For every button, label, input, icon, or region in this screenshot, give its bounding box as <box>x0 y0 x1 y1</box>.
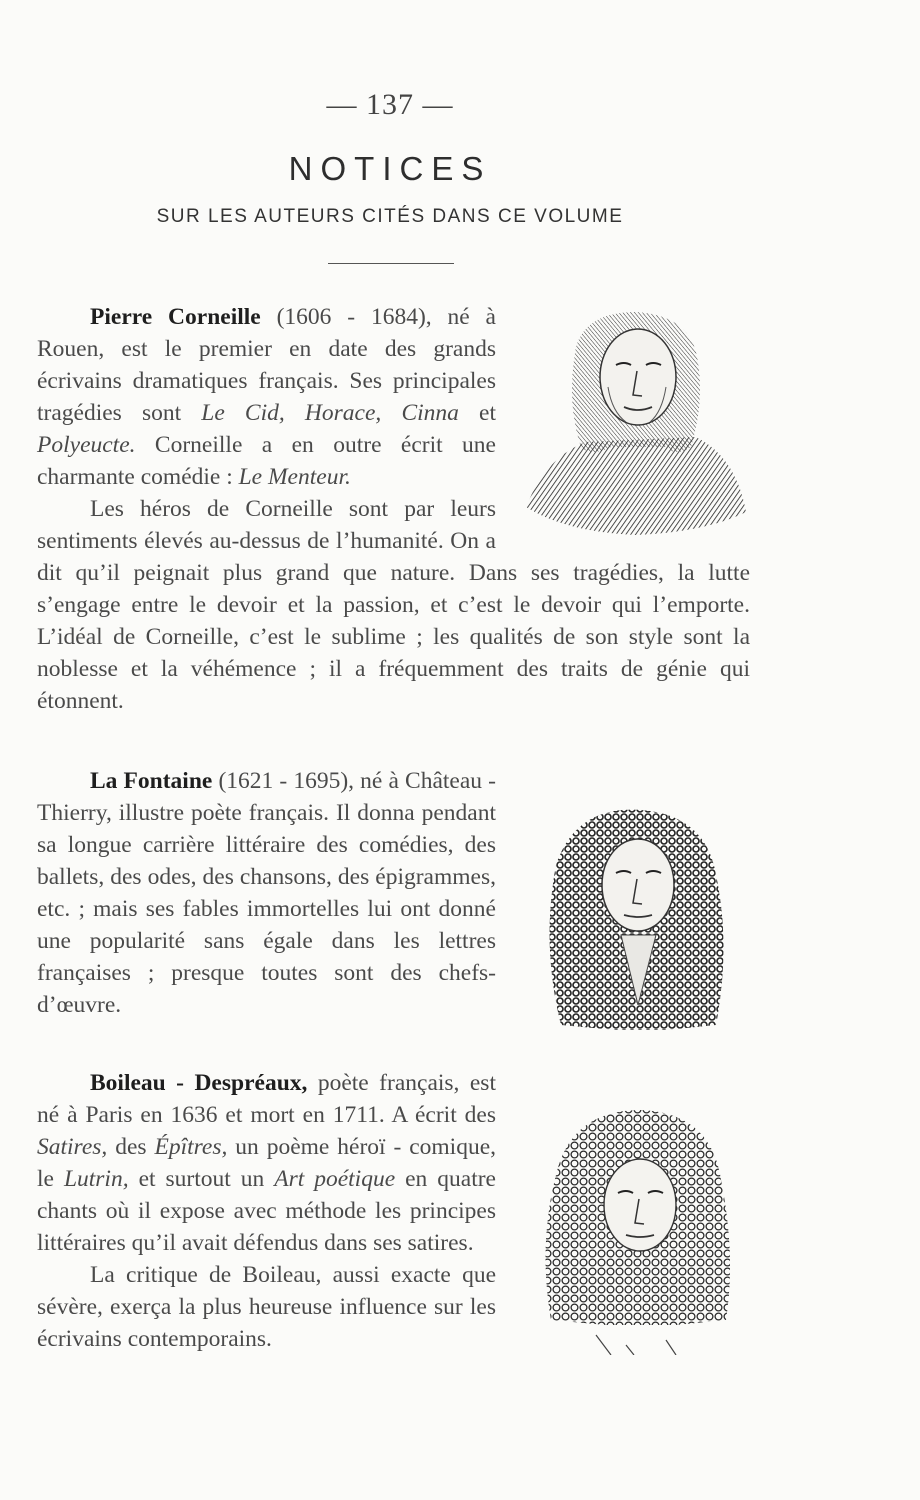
work-satires: Satires, <box>37 1134 108 1160</box>
author-name-boileau: Boileau - Despréaux, <box>90 1070 308 1096</box>
notice-boileau <box>37 1067 750 1355</box>
la-fontaine-intro: né à Château - Thierry, illustre poète français. Il donna pendant sa longue carrière littéraire des comédies, des ballets, des odes, des chansons, des épigrammes, etc. ; mais ses fables immortelles lui ont donné une popularité sans égale dans les lettres françaises ; presque toutes sont des chefs-d’œuvre. <box>37 768 496 1018</box>
work-lutrin: Lutrin, <box>63 1166 129 1192</box>
notice-la-fontaine <box>37 765 750 1035</box>
boileau-after: en quatre chants où il expose avec méthode les principes littéraires qu’il avait défendus dans ses satires. <box>37 1166 496 1256</box>
boileau-paragraph-2: La critique de Boileau, aussi exacte que sévère, exerça la plus heureuse influence sur les écrivains contemporains. <box>37 1262 496 1352</box>
dates-la-fontaine: (1621 - 1695), <box>218 768 355 794</box>
boileau-intro: poète français, est né à Paris en 1636 et mort en 1711. A écrit des <box>37 1070 496 1128</box>
separator <box>381 400 401 426</box>
author-name-la-fontaine: La Fontaine <box>90 768 213 794</box>
title-divider <box>328 263 454 264</box>
boileau-mid: un poème héroï - comique, le <box>37 1134 497 1192</box>
corneille-after: Corneille a en outre écrit une charmante comédie : <box>37 432 496 490</box>
corneille-portrait <box>516 307 756 537</box>
work-le-cid: Le Cid, <box>201 400 285 426</box>
separator <box>285 400 305 426</box>
work-epitres: Épîtres, <box>154 1134 228 1160</box>
separator: des <box>107 1134 155 1160</box>
page-number: — 137 — <box>326 88 454 121</box>
dates-corneille: (1606 - 1684), <box>276 304 432 330</box>
boileau-portrait <box>516 1105 756 1355</box>
work-cinna: Cinna <box>401 400 459 426</box>
work-le-menteur: Le Menteur. <box>238 464 351 490</box>
separator: et surtout un <box>128 1166 275 1192</box>
la-fontaine-portrait <box>516 805 756 1035</box>
page-subtitle: SUR LES AUTEURS CITÉS DANS CE VOLUME <box>156 206 624 227</box>
author-name-corneille: Pierre Corneille <box>90 304 261 330</box>
notice-corneille <box>37 301 750 717</box>
page-title: NOTICES <box>288 150 492 187</box>
work-polyeucte: Polyeucte. <box>37 432 136 458</box>
work-horace: Horace, <box>304 400 382 426</box>
corneille-intro: né à Rouen, est le premier en date des grands écrivains dramatiques français. Ses principales tragédies sont <box>37 304 496 426</box>
work-art-poetique: Art poétique <box>274 1166 396 1192</box>
separator: et <box>458 400 497 426</box>
corneille-paragraph-2: Les héros de Corneille sont par leurs sentiments élevés au-dessus de l’humanité. On a dit qu’il peignait plus grand que nature. Dans ses tragédies, la lutte s’engage entre le devoir et la passion, et c’est le devoir qui l’emporte. L’idéal de Corneille, c’est le sublime ; les qualités de son style sont la noblesse et la véhémence ; il a fréquemment des traits de génie qui étonnent. <box>37 496 750 714</box>
